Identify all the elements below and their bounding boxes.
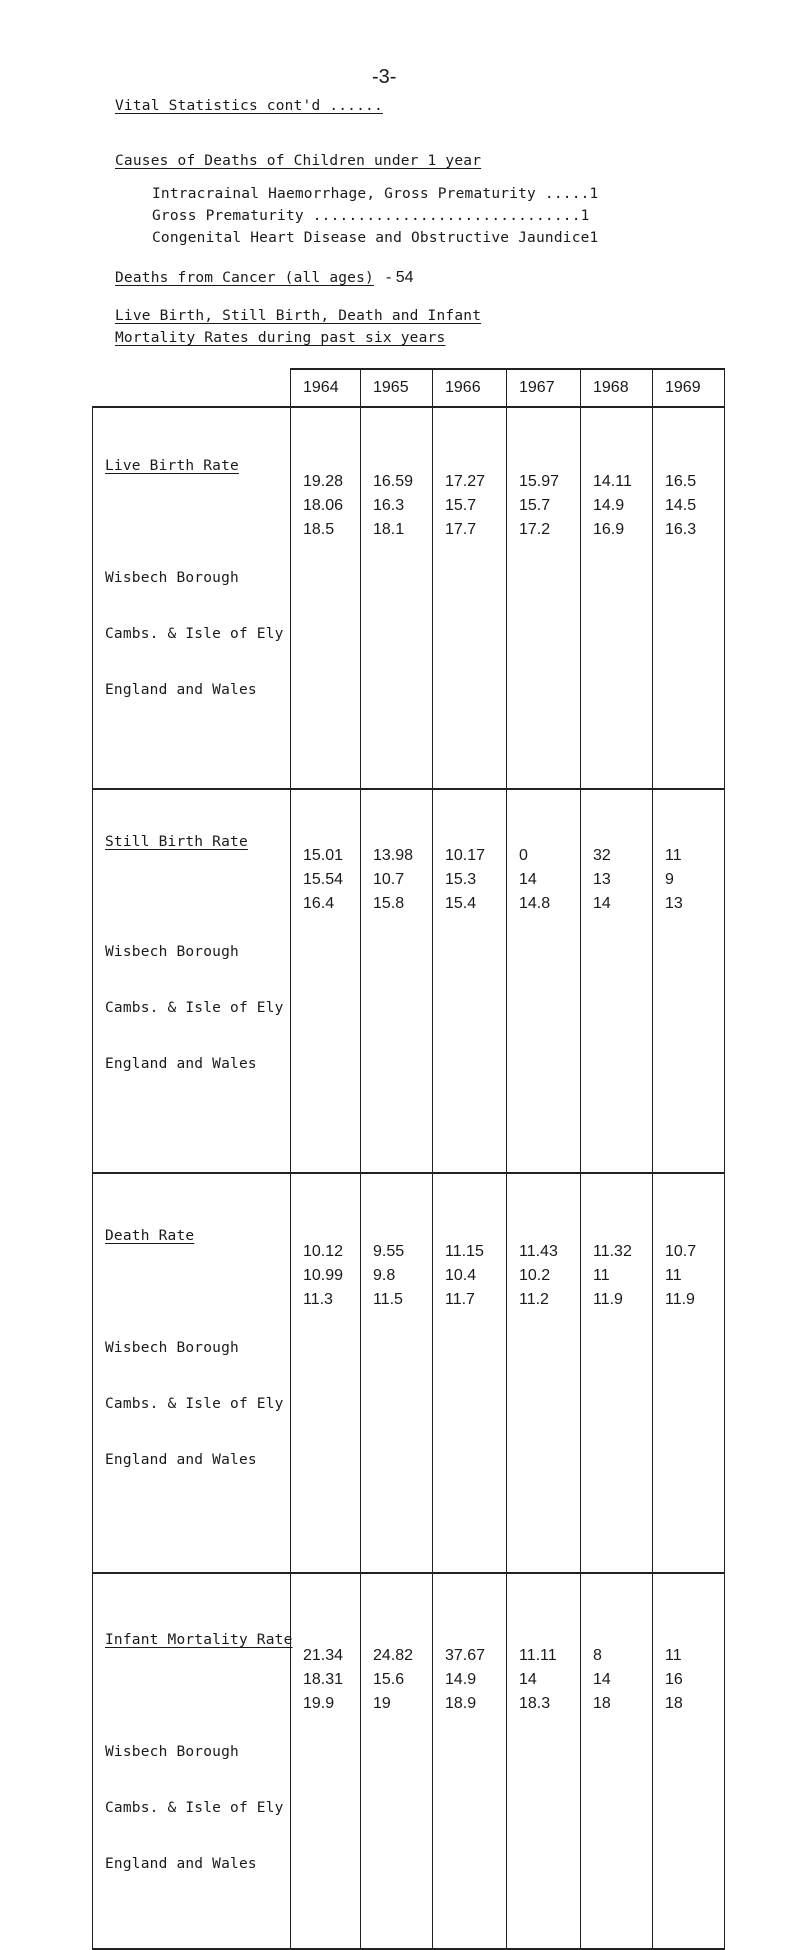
page-heading: Vital Statistics cont'd ......	[115, 98, 383, 114]
table-cell: 14.5	[665, 497, 697, 514]
year-column	[507, 789, 581, 1173]
year-header: 1969	[653, 369, 725, 407]
table-cell: 18.9	[445, 1695, 477, 1712]
year-header: 1968	[581, 369, 653, 407]
row-label: Wisbech Borough	[105, 1340, 239, 1356]
table-cell: 10.2	[519, 1267, 551, 1284]
table-cell: 19	[373, 1695, 391, 1712]
table-cell: 14	[593, 895, 611, 912]
table-cell: 14.9	[593, 497, 625, 514]
rates-table	[92, 368, 725, 1950]
table-cell: 0	[519, 847, 528, 864]
year-header: 1964	[291, 369, 361, 407]
table-cell: 16.59	[373, 473, 414, 490]
table-row	[93, 789, 725, 1173]
page-number: -3-	[372, 66, 397, 88]
table-cell: 18	[665, 1695, 683, 1712]
year-column	[433, 789, 507, 1173]
year-header: 1965	[361, 369, 433, 407]
table-cell: 11.43	[519, 1243, 558, 1260]
table-cell: 19.28	[303, 473, 344, 490]
year-column	[291, 789, 361, 1173]
year-column	[361, 407, 433, 789]
table-cell: 10.7	[373, 871, 405, 888]
table-corner-cell	[93, 369, 291, 407]
table-section-death-rate	[93, 1173, 725, 1573]
table-cell: 11.3	[303, 1291, 333, 1308]
table-cell: 15.8	[373, 895, 405, 912]
table-cell: 11	[593, 1267, 610, 1284]
table-cell: 13.98	[373, 847, 414, 864]
row-label: Wisbech Borough	[105, 944, 239, 960]
cancer-deaths-label: Deaths from Cancer (all ages)	[115, 270, 374, 286]
row-label: England and Wales	[105, 682, 257, 698]
year-column	[361, 1573, 433, 1949]
year-column	[507, 1173, 581, 1573]
table-cell: 10.4	[445, 1267, 477, 1284]
year-column	[581, 1573, 653, 1949]
year-column	[507, 407, 581, 789]
row-labels	[93, 1173, 291, 1573]
cancer-deaths-value: - 54	[385, 269, 414, 286]
table-cell: 18.3	[519, 1695, 551, 1712]
year-column	[291, 1173, 361, 1573]
cause-line: Congenital Heart Disease and Obstructive Jaundice1	[152, 230, 599, 246]
table-cell: 15.3	[445, 871, 477, 888]
table-cell: 16.9	[593, 521, 625, 538]
year-column	[433, 407, 507, 789]
table-cell: 11.15	[445, 1243, 484, 1260]
table-cell: 11.9	[665, 1291, 695, 1308]
year-column	[581, 407, 653, 789]
year-column	[433, 1173, 507, 1573]
section-title: Live Birth Rate	[105, 458, 239, 474]
table-cell: 9.55	[373, 1243, 405, 1260]
table-cell: 14	[519, 1671, 537, 1688]
table-cell: 11	[665, 847, 682, 864]
table-section-live-birth-rate	[93, 407, 725, 789]
table-cell: 18.1	[373, 521, 405, 538]
table-cell: 24.82	[373, 1647, 414, 1664]
table-section-still-birth-rate	[93, 789, 725, 1173]
table-cell: 9	[665, 871, 674, 888]
children-deaths-title: Causes of Deaths of Children under 1 year	[115, 153, 482, 169]
table-cell: 11.5	[373, 1291, 403, 1308]
row-label: England and Wales	[105, 1452, 257, 1468]
year-column	[361, 789, 433, 1173]
table-cell: 8	[593, 1647, 602, 1664]
table-row	[93, 407, 725, 789]
table-cell: 15.4	[445, 895, 477, 912]
table-cell: 14.9	[445, 1671, 477, 1688]
table-cell: 15.7	[519, 497, 551, 514]
table-section-infant-mortality-rate	[93, 1573, 725, 1949]
table-cell: 21.34	[303, 1647, 344, 1664]
table-cell: 15.54	[303, 871, 344, 888]
table-cell: 16.3	[665, 521, 697, 538]
section-title: Infant Mortality Rate	[105, 1632, 293, 1648]
row-labels	[93, 407, 291, 789]
row-labels	[93, 789, 291, 1173]
year-column	[581, 1173, 653, 1573]
table-cell: 11	[665, 1267, 682, 1284]
row-label: Cambs. & Isle of Ely	[105, 626, 284, 642]
table-cell: 14	[519, 871, 537, 888]
table-cell: 9.8	[373, 1267, 396, 1284]
table-cell: 15.7	[445, 497, 477, 514]
year-column	[291, 1573, 361, 1949]
row-label: Cambs. & Isle of Ely	[105, 1396, 284, 1412]
table-cell: 11.7	[445, 1291, 475, 1308]
row-label: Wisbech Borough	[105, 1744, 239, 1760]
table-cell: 16.3	[373, 497, 405, 514]
cause-line: Intracrainal Haemorrhage, Gross Prematurity .....1	[152, 186, 599, 202]
table-cell: 11.2	[519, 1291, 549, 1308]
rates-title-line-2: Mortality Rates during past six years	[115, 330, 446, 346]
table-cell: 11.9	[593, 1291, 623, 1308]
year-column	[433, 1573, 507, 1949]
table-cell: 11.32	[593, 1243, 632, 1260]
row-label: England and Wales	[105, 1056, 257, 1072]
year-header: 1967	[507, 369, 581, 407]
year-column	[361, 1173, 433, 1573]
table-cell: 13	[665, 895, 683, 912]
table-cell: 10.17	[445, 847, 486, 864]
table-cell: 13	[593, 871, 611, 888]
table-cell: 10.7	[665, 1243, 697, 1260]
row-label: Wisbech Borough	[105, 570, 239, 586]
year-header: 1966	[433, 369, 507, 407]
table-cell: 17.7	[445, 521, 477, 538]
table-cell: 32	[593, 847, 611, 864]
row-labels	[93, 1573, 291, 1949]
table-cell: 18.31	[303, 1671, 344, 1688]
table-cell: 14	[593, 1671, 611, 1688]
table-cell: 14.11	[593, 473, 632, 490]
year-column	[507, 1573, 581, 1949]
table-cell: 11.11	[519, 1647, 557, 1664]
table-cell: 18	[593, 1695, 611, 1712]
cancer-deaths-line	[115, 267, 414, 287]
rates-title-line-1: Live Birth, Still Birth, Death and Infant	[115, 308, 482, 324]
table-cell: 18.5	[303, 521, 335, 538]
table-cell: 11	[665, 1647, 682, 1664]
table-cell: 15.6	[373, 1671, 405, 1688]
year-column	[653, 789, 725, 1173]
table-row	[93, 1173, 725, 1573]
table-cell: 37.67	[445, 1647, 486, 1664]
table-cell: 17.2	[519, 521, 551, 538]
table-cell: 16.4	[303, 895, 335, 912]
year-column	[291, 407, 361, 789]
year-column	[653, 1173, 725, 1573]
table-cell: 19.9	[303, 1695, 335, 1712]
section-title: Death Rate	[105, 1228, 195, 1244]
year-column	[581, 789, 653, 1173]
table-cell: 16.5	[665, 473, 697, 490]
table-row	[93, 1573, 725, 1949]
section-title: Still Birth Rate	[105, 834, 248, 850]
table-cell: 16	[665, 1671, 683, 1688]
cause-line: Gross Prematurity ..............................1	[152, 208, 590, 224]
table-cell: 15.97	[519, 473, 560, 490]
row-label: Cambs. & Isle of Ely	[105, 1800, 284, 1816]
table-header-row	[93, 369, 725, 407]
row-label: England and Wales	[105, 1856, 257, 1872]
table-cell: 18.06	[303, 497, 344, 514]
year-column	[653, 407, 725, 789]
table-cell: 10.99	[303, 1267, 344, 1284]
table-cell: 17.27	[445, 473, 486, 490]
table-cell: 14.8	[519, 895, 551, 912]
row-label: Cambs. & Isle of Ely	[105, 1000, 284, 1016]
year-column	[653, 1573, 725, 1949]
table-cell: 10.12	[303, 1243, 344, 1260]
table-cell: 15.01	[303, 847, 344, 864]
